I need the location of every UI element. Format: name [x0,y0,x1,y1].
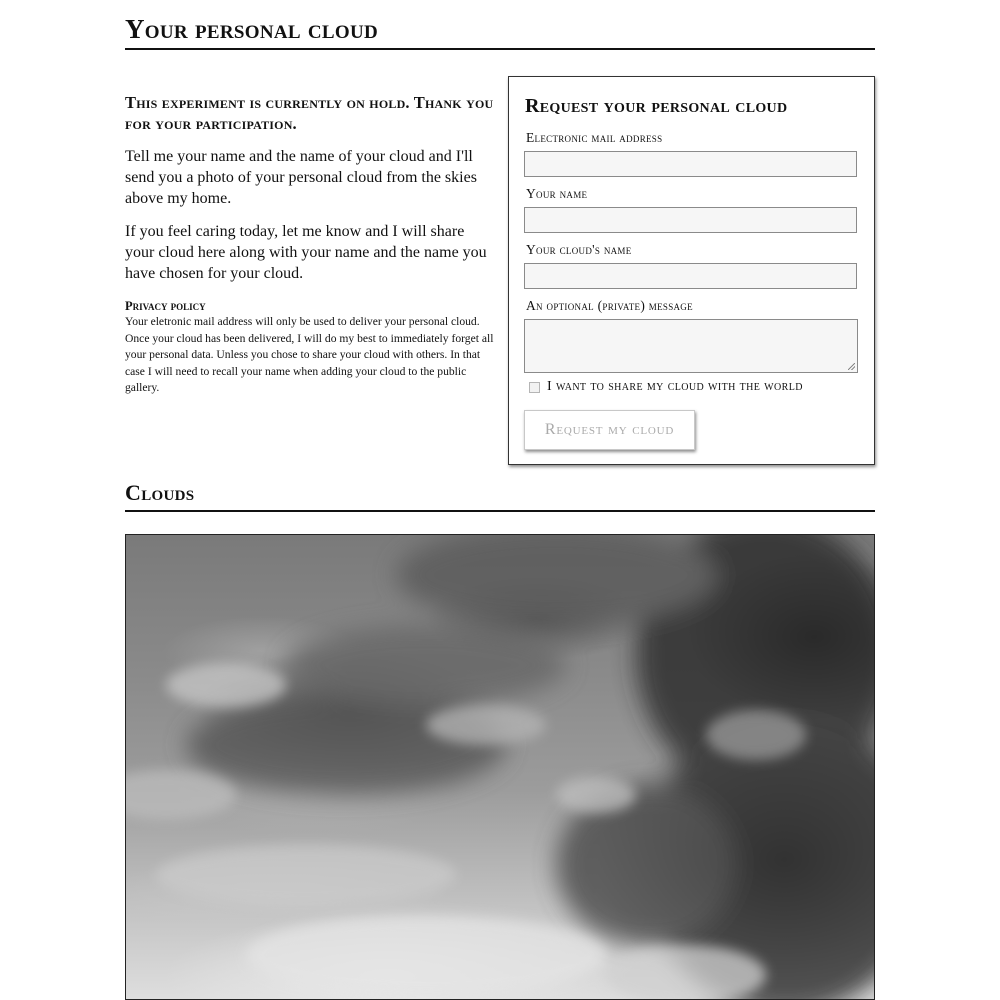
privacy-policy-heading: Privacy policy [125,299,206,313]
name-field[interactable] [524,207,857,233]
cloud-photo [125,534,875,1000]
cloud-name-field[interactable] [524,263,857,289]
share-paragraph: If you feel caring today, let me know and I will share your cloud here along with your name and the name you have chosen for your cloud. [125,223,487,282]
share-option [529,379,803,395]
name-label: Your name [526,186,588,201]
email-field[interactable] [524,151,857,177]
share-checkbox[interactable] [529,382,540,393]
email-label: Electronic mail address [526,130,663,145]
message-textarea[interactable] [524,319,858,373]
on-hold-notice: This experiment is currently on hold. Thank you for your participation. [125,93,494,133]
privacy-policy-text: Your eletronic mail address will only be used to deliver your personal cloud. Once your cloud has been delivered, I will do my best to immediately forget all your personal data. Unless you chose to share your cloud with others. In that case I will need to recall your name when adding your cloud to the public gallery. [125,315,494,394]
intro-column [125,92,495,397]
clouds-section-title: Clouds [125,480,195,505]
cloud-request-form [508,76,875,465]
page-title: Your personal cloud [125,14,378,44]
intro-paragraph: Tell me your name and the name of your cloud and I'll send you a photo of your personal cloud from the skies above my home. [125,148,477,207]
clouds-divider [125,510,875,512]
title-divider [125,48,875,50]
message-label: An optional (private) message [526,298,693,313]
resize-grip-icon[interactable] [848,363,855,370]
request-cloud-button[interactable]: Request my cloud [524,410,695,450]
cloud-texture [126,535,875,1000]
share-checkbox-label[interactable]: I want to share my cloud with the world [547,379,803,394]
form-title: Request your personal cloud [525,95,788,117]
cloud-name-label: Your cloud's name [526,242,632,257]
